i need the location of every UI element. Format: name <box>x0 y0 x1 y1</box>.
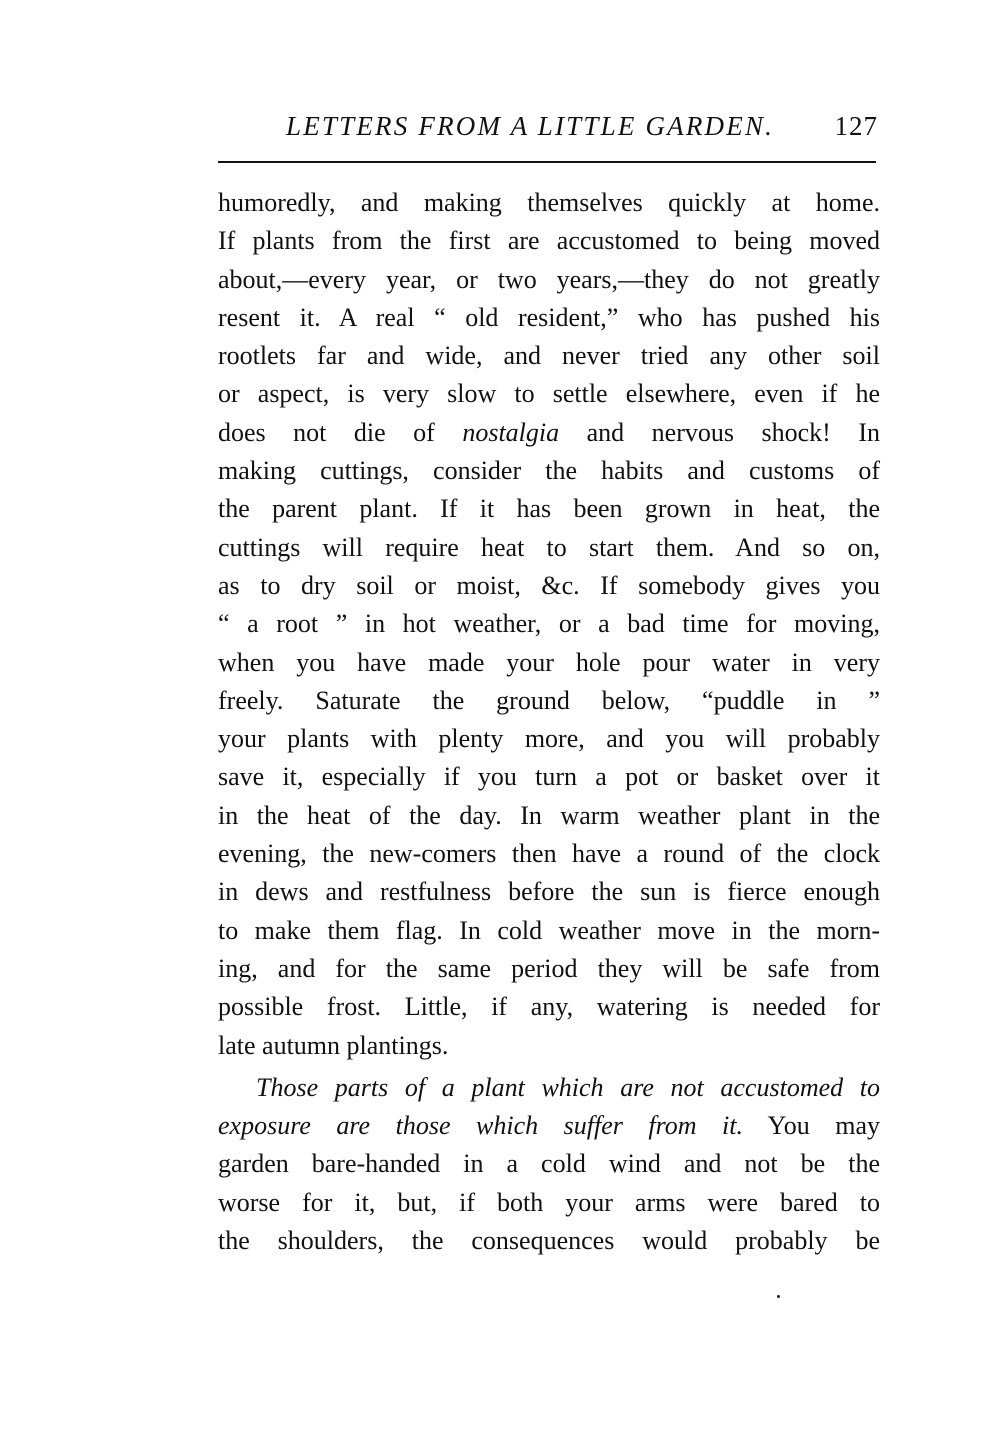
text-line: evening, the new-comers then have a round of the clock <box>218 839 880 869</box>
text-line: your plants with plenty more, and you will probably <box>218 724 880 754</box>
text-run: does not die of <box>218 417 463 447</box>
text-line: or aspect, is very slow to settle elsewhere, even if he <box>218 379 880 409</box>
ink-speck <box>777 1295 780 1298</box>
page-number: 127 <box>834 111 878 141</box>
text-line: freely. Saturate the ground below, “puddle in ” <box>218 685 880 715</box>
text-line: in dews and restfulness before the sun is fierce enough <box>218 877 880 907</box>
italic-run: Those parts of a plant which are not accustomed to <box>256 1072 880 1102</box>
text-line: cuttings will require heat to start them. And so on, <box>218 532 880 562</box>
text-line: as to dry soil or moist, &c. If somebody gives you <box>218 570 880 600</box>
body-text <box>218 184 880 1260</box>
running-head <box>218 108 880 144</box>
text-line: ing, and for the same period they will be safe from <box>218 953 880 983</box>
text-line: save it, especially if you turn a pot or basket over it <box>218 762 880 792</box>
text-run: You may <box>742 1111 880 1141</box>
text-line: the shoulders, the consequences would probably be <box>218 1226 880 1256</box>
text-line: garden bare-handed in a cold wind and not be the <box>218 1149 880 1179</box>
text-line: resent it. A real “ old resident,” who has pushed his <box>218 302 880 332</box>
italic-run: exposure are those which suffer from it. <box>218 1111 743 1141</box>
text-line: rootlets far and wide, and never tried any other soil <box>218 341 880 371</box>
text-line: making cuttings, consider the habits and customs of <box>218 456 880 486</box>
text-line: when you have made your hole pour water in very <box>218 647 880 677</box>
text-line <box>218 414 880 452</box>
italic-word: nostalgia <box>462 417 560 447</box>
text-line: “ a root ” in hot weather, or a bad time for moving, <box>218 609 880 639</box>
text-line: If plants from the first are accustomed to being moved <box>218 226 880 256</box>
text-line: worse for it, but, if both your arms were bared to <box>218 1187 880 1217</box>
text-run: and nervous shock! In <box>559 417 880 447</box>
text-line: possible frost. Little, if any, watering is needed for <box>218 992 880 1022</box>
text-line <box>218 1107 880 1145</box>
text-line: humoredly, and making themselves quickly at home. <box>218 188 880 217</box>
running-title: LETTERS FROM A LITTLE GARDEN. <box>286 111 775 141</box>
text-line: the parent plant. If it has been grown in heat, the <box>218 494 880 524</box>
text-line: about,—every year, or two years,—they do not greatly <box>218 264 880 294</box>
text-line: to make them flag. In cold weather move in the morn- <box>218 915 880 945</box>
text-line: in the heat of the day. In warm weather plant in the <box>218 800 880 830</box>
text-line <box>218 1069 880 1107</box>
text-line: late autumn plantings. <box>218 1030 449 1060</box>
header-rule <box>218 161 876 163</box>
